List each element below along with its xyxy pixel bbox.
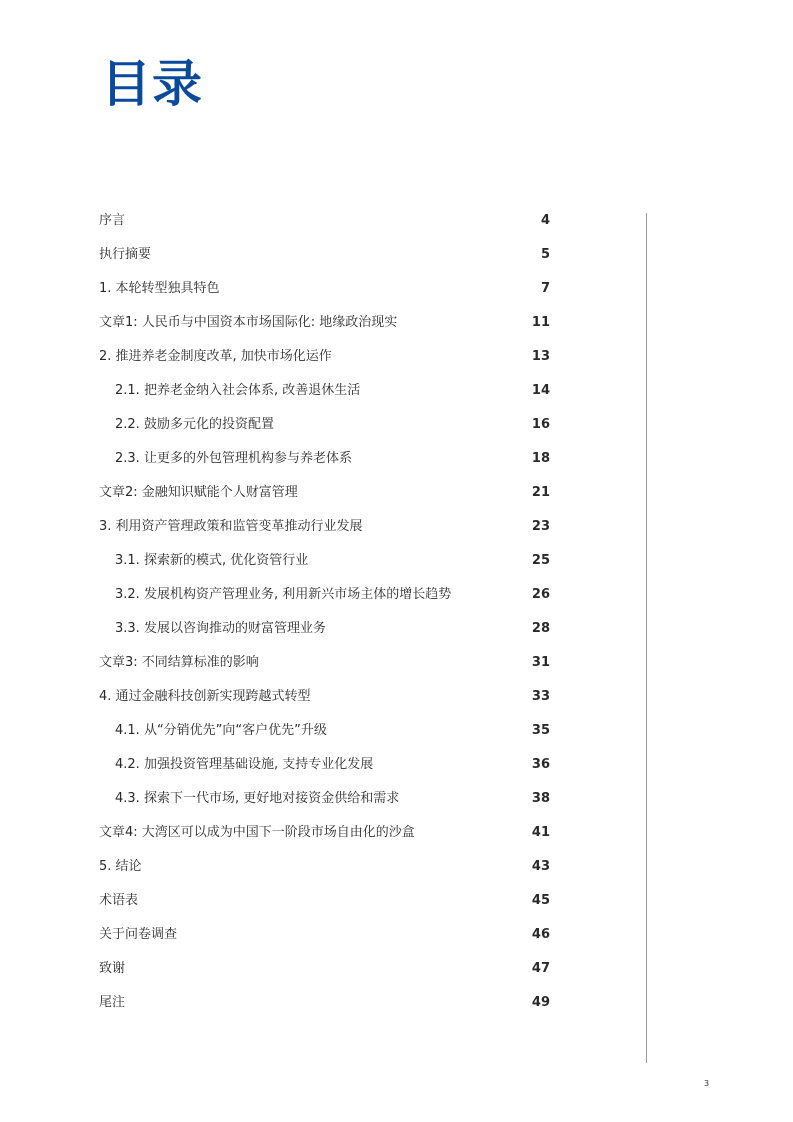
toc-entry[interactable] — [0, 918, 793, 952]
toc-entry-label: 3.1. 探索新的模式, 优化资管行业 — [115, 553, 309, 568]
toc-entry-label: 3. 利用资产管理政策和监管变革推动行业发展 — [99, 519, 363, 534]
toc-entry[interactable] — [0, 238, 793, 272]
toc-entry-page: 41 — [531, 825, 550, 840]
toc-entry-page: 25 — [531, 553, 550, 568]
toc-entry-label: 5. 结论 — [99, 859, 142, 874]
toc-entry[interactable] — [0, 952, 793, 986]
toc-entry-label: 文章2: 金融知识赋能个人财富管理 — [99, 485, 298, 500]
toc-entry-label: 4.1. 从“分销优先”向“客户优先”升级 — [115, 723, 327, 738]
toc-entry-page: 31 — [531, 655, 550, 670]
toc-subentry[interactable] — [0, 714, 793, 748]
toc-entry-label: 4. 通过金融科技创新实现跨越式转型 — [99, 689, 311, 704]
toc-entry[interactable] — [0, 816, 793, 850]
toc-entry-page: 11 — [531, 315, 550, 330]
toc-entry-page: 5 — [540, 247, 550, 262]
toc-entry-page: 21 — [531, 485, 550, 500]
toc-entry-page: 28 — [531, 621, 550, 636]
toc-subentry[interactable] — [0, 442, 793, 476]
toc-entry-page: 33 — [531, 689, 550, 704]
toc-entry-page: 13 — [531, 349, 550, 364]
toc-entry-label: 3.3. 发展以咨询推动的财富管理业务 — [115, 621, 326, 636]
toc-entry[interactable] — [0, 272, 793, 306]
toc-entry-page: 26 — [531, 587, 550, 602]
toc-entry-label: 4.2. 加强投资管理基础设施, 支持专业化发展 — [115, 757, 374, 772]
toc-entry[interactable] — [0, 884, 793, 918]
toc-entry[interactable] — [0, 340, 793, 374]
toc-entry-label: 序言 — [99, 213, 126, 228]
vertical-divider — [646, 213, 647, 1063]
page-number: 3 — [704, 1079, 710, 1088]
toc-entry-page: 16 — [531, 417, 550, 432]
toc-entry-label: 执行摘要 — [99, 247, 152, 262]
toc-subentry[interactable] — [0, 748, 793, 782]
toc-entry-page: 45 — [531, 893, 550, 908]
table-of-contents — [0, 204, 793, 1020]
toc-entry[interactable] — [0, 510, 793, 544]
toc-entry-label: 文章3: 不同结算标准的影响 — [99, 655, 259, 670]
toc-subentry[interactable] — [0, 612, 793, 646]
toc-subentry[interactable] — [0, 544, 793, 578]
toc-entry-page: 36 — [531, 757, 550, 772]
toc-entry-label: 3.2. 发展机构资产管理业务, 利用新兴市场主体的增长趋势 — [115, 587, 452, 602]
toc-entry[interactable] — [0, 204, 793, 238]
toc-entry-label: 1. 本轮转型独具特色 — [99, 281, 220, 296]
toc-entry-label: 术语表 — [99, 893, 139, 908]
toc-subentry[interactable] — [0, 374, 793, 408]
toc-entry-page: 38 — [531, 791, 550, 806]
toc-entry-label: 4.3. 探索下一代市场, 更好地对接资金供给和需求 — [115, 791, 400, 806]
toc-subentry[interactable] — [0, 578, 793, 612]
toc-entry[interactable] — [0, 476, 793, 510]
toc-entry-page: 18 — [531, 451, 550, 466]
toc-entry-page: 7 — [540, 281, 550, 296]
toc-entry-page: 46 — [531, 927, 550, 942]
page-title: 目录 — [101, 55, 203, 113]
toc-entry-page: 47 — [531, 961, 550, 976]
toc-entry[interactable] — [0, 986, 793, 1020]
toc-entry-page: 35 — [531, 723, 550, 738]
toc-entry-page: 49 — [531, 995, 550, 1010]
toc-subentry[interactable] — [0, 782, 793, 816]
toc-entry[interactable] — [0, 646, 793, 680]
toc-entry-label: 2. 推进养老金制度改革, 加快市场化运作 — [99, 349, 332, 364]
toc-entry-label: 关于问卷调查 — [99, 927, 178, 942]
toc-entry-label: 文章4: 大湾区可以成为中国下一阶段市场自由化的沙盒 — [99, 825, 415, 840]
toc-subentry[interactable] — [0, 408, 793, 442]
toc-entry-label: 2.2. 鼓励多元化的投资配置 — [115, 417, 274, 432]
toc-entry-label: 文章1: 人民币与中国资本市场国际化: 地缘政治现实 — [99, 315, 398, 330]
toc-entry[interactable] — [0, 680, 793, 714]
toc-entry-label: 尾注 — [99, 995, 126, 1010]
toc-entry[interactable] — [0, 306, 793, 340]
toc-entry-page: 4 — [540, 213, 550, 228]
toc-entry-page: 23 — [531, 519, 550, 534]
toc-entry-label: 2.1. 把养老金纳入社会体系, 改善退休生活 — [115, 383, 361, 398]
toc-entry-page: 14 — [531, 383, 550, 398]
toc-entry-label: 2.3. 让更多的外包管理机构参与养老体系 — [115, 451, 352, 466]
toc-entry-label: 致谢 — [99, 961, 126, 976]
toc-entry-page: 43 — [531, 859, 550, 874]
toc-entry[interactable] — [0, 850, 793, 884]
